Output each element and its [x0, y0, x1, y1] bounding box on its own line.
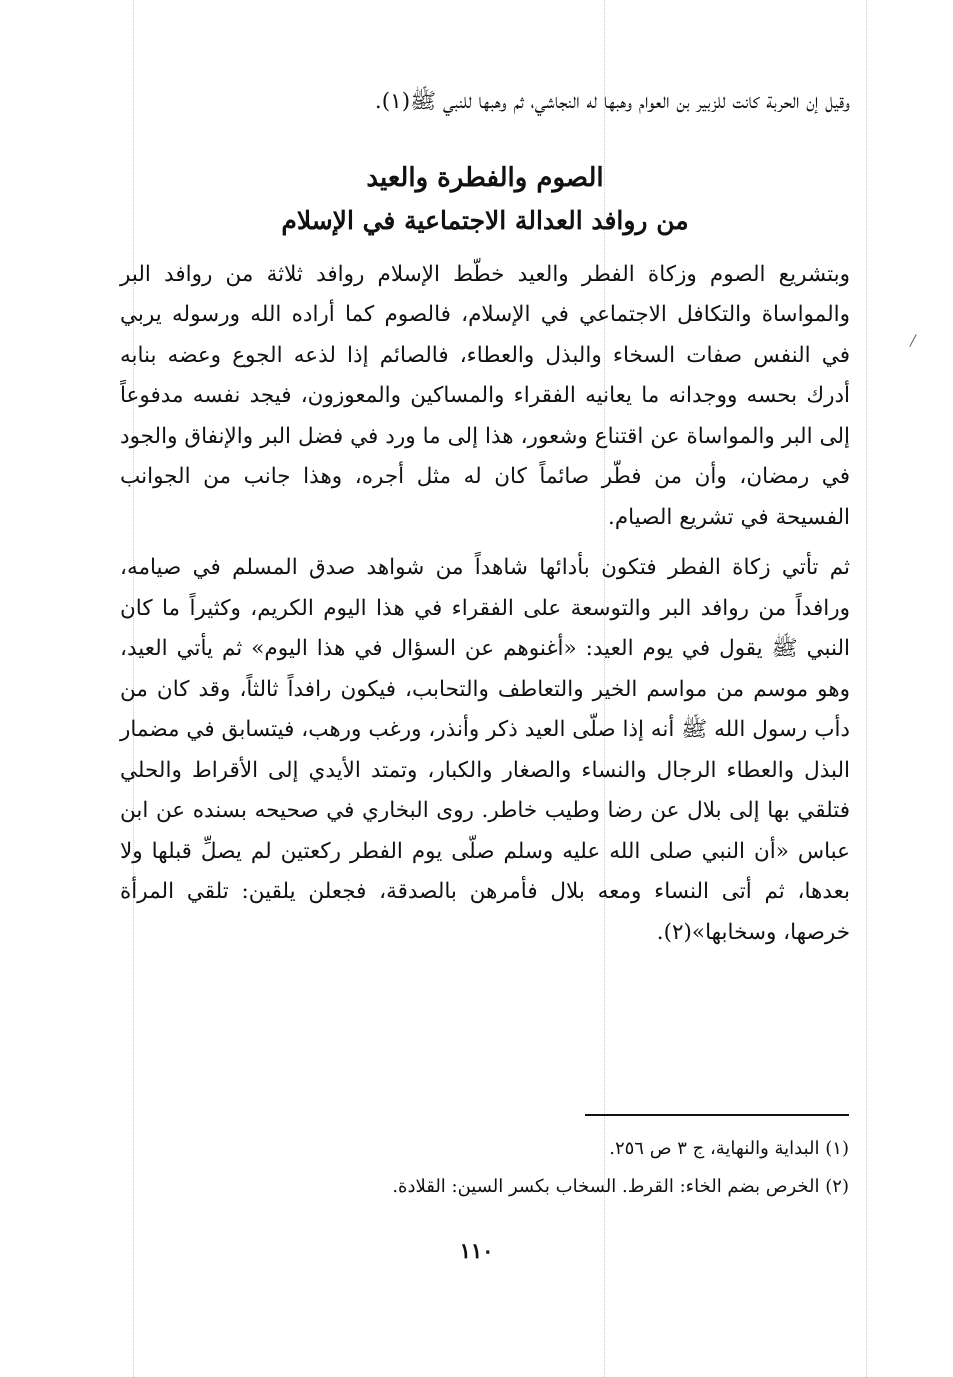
scan-artifact-line: [866, 0, 867, 1377]
page-number: ١١٠: [459, 1238, 494, 1263]
section-title: الصوم والفطرة والعيد: [366, 162, 604, 193]
footnote-separator: [585, 1114, 849, 1116]
section-subtitle: من روافد العدالة الاجتماعية في الإسلام: [281, 205, 689, 235]
body-paragraph-2: ثم تأتي زكاة الفطر فتكون بأدائها شاهداً من شواهد صدق المسلم في صيامه، ورافداً من روافد البر والتوسعة على الفقراء في هذا اليوم الكريم، وكثيراً ما كان النبي ﷺ يقول في يوم العيد: «أغنوهم عن السؤال في هذا اليوم» ثم يأتي العيد، وهو موسم من مواسم الخير والتعاطف والتحابب، فيكون رافداً ثالثاً، وقد كان من دأب رسول الله ﷺ أنه إذا صلّى العيد ذكر وأنذر، ورغب ورهب، فيتسابق في مضمار البذل والعطاء الرجال والنساء والصغار والكبار، وتمتد الأيدي إلى الأقراط والحلي فتلقي بها إلى بلال عن رضا وطيب خاطر. روى البخاري في صحيحه بسنده عن ابن عباس «أن النبي صلى الله عليه وسلم صلّى يوم الفطر ركعتين لم يصلِّ قبلها ولا بعدها، ثم أتى النساء ومعه بلال فأمرهن بالصدقة، فجعلن يلقين: تلقي المرأة خرصها، وسخابها»(٢).: [120, 555, 850, 945]
footnote-2: (٢) الخرص بضم الخاء: القرط. السخاب بكسر السين: القلادة.: [392, 1176, 849, 1197]
body-paragraph-1: وبتشريع الصوم وزكاة الفطر والعيد خطّط الإسلام روافد ثلاثة من روافد البر والمواساة والتكافل الاجتماعي في الإسلام، فالصوم كما أراده الله ورسوله يربي في النفس صفات السخاء والبذل والعطاء، فالصائم إذا لذعه الجوع وعضه بنابه أدرك بحسه ووجدانه ما يعانيه الفقراء والمساكين والمعوزون، فيجد نفسه مدفوعاً إلى البر والمواساة عن اقتناع وشعور، هذا إلى ما ورد في فضل البر والإنفاق والجود في رمضان، وأن من فطّر صائماً كان له مثل أجره، وهذا جانب من الجوانب الفسيحة في تشريع الصيام.: [120, 261, 850, 530]
intro-paragraph: وقيل إن الحربة كانت للزبير بن العوام وهبها له النجاشي، ثم وهبها للنبي ﷺ(١).: [374, 89, 850, 114]
margin-pencil-mark: [909, 334, 916, 347]
footnotes: [129, 1130, 849, 1206]
page-body: [120, 82, 850, 953]
footnote-1: (١) البداية والنهاية، ج ٣ ص ٢٥٦.: [609, 1138, 849, 1159]
